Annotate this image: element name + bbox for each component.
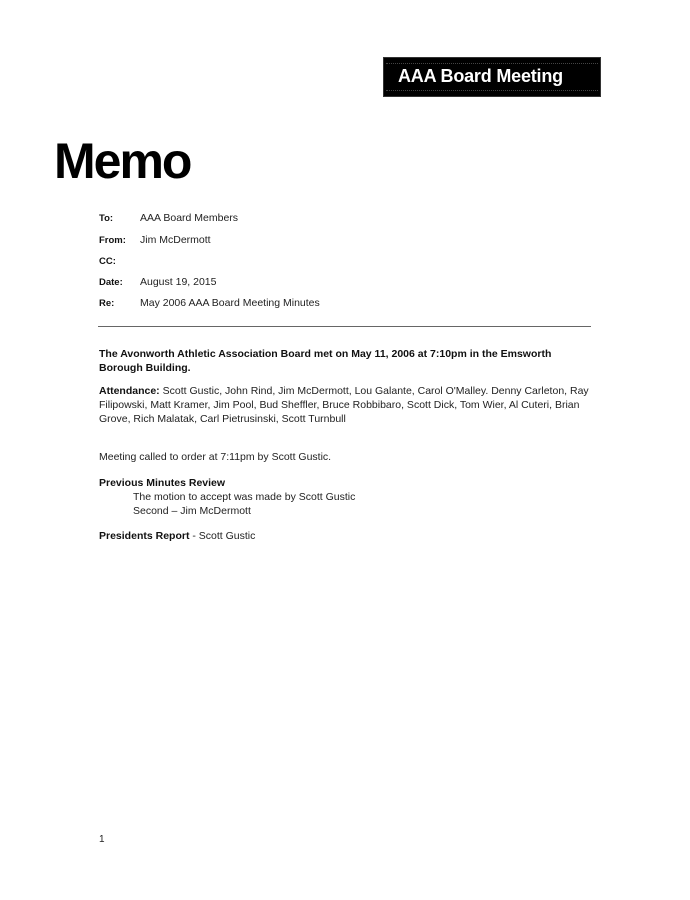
previous-minutes-line: Second – Jim McDermott xyxy=(133,505,251,517)
header-cc xyxy=(99,254,140,269)
attendance-label: Attendance: xyxy=(99,385,160,397)
to-label: To: xyxy=(99,213,114,224)
page-number: 1 xyxy=(99,834,105,845)
cc-label: CC: xyxy=(99,256,116,267)
to-value: AAA Board Members xyxy=(140,212,239,224)
re-value: May 2006 AAA Board Meeting Minutes xyxy=(140,297,320,309)
header-re xyxy=(99,296,320,311)
banner-text: AAA Board Meeting xyxy=(398,66,563,86)
attendance-paragraph xyxy=(99,384,594,426)
presidents-report xyxy=(99,529,594,543)
attendance-list: Scott Gustic, John Rind, Jim McDermott, Lou Galante, Carol O'Malley. Denny Carleton, Ray Filipowski, Matt Kramer, Jim Pool, Bud Sheffler, Bruce Robbibaro, Scott Dick, Tom Wier, Al Cuteri, Brian Grove, Rich Malatak, Carl Pietrusinski, Scott Turnbull xyxy=(99,385,589,425)
previous-minutes-line: The motion to accept was made by Scott Gustic xyxy=(133,491,356,503)
previous-minutes-heading: Previous Minutes Review xyxy=(99,477,226,489)
re-label: Re: xyxy=(99,298,115,309)
from-value: Jim McDermott xyxy=(140,234,211,246)
from-label: From: xyxy=(99,235,126,246)
header-divider xyxy=(98,326,591,327)
header-date xyxy=(99,275,216,290)
date-label: Date: xyxy=(99,277,123,288)
intro-paragraph: The Avonworth Athletic Association Board met on May 11, 2006 at 7:10pm in the Emsworth Borough Building. xyxy=(99,348,552,374)
header-to xyxy=(99,211,238,226)
header-from xyxy=(99,233,211,248)
date-value: August 19, 2015 xyxy=(140,276,217,288)
page-title: Memo xyxy=(54,133,191,189)
presidents-report-heading: Presidents Report xyxy=(99,530,190,542)
presidents-report-text: - Scott Gustic xyxy=(189,530,256,542)
banner xyxy=(383,57,601,97)
call-to-order: Meeting called to order at 7:11pm by Scott Gustic. xyxy=(99,451,332,463)
previous-minutes-section xyxy=(99,476,594,518)
